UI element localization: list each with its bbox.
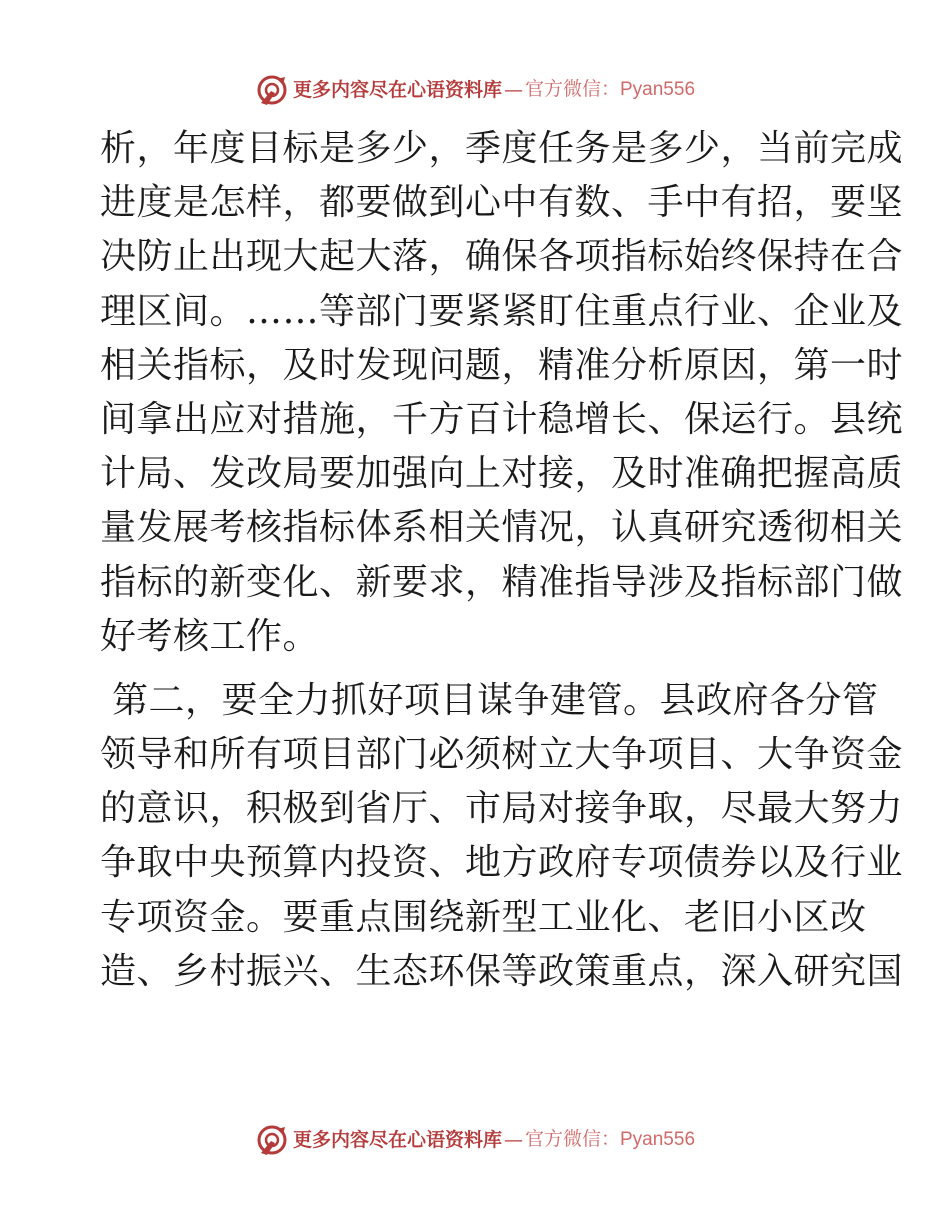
text-line: 量发展考核指标体系相关情况，认真研究透彻相关 [100,507,904,549]
paragraph-gap [100,664,850,674]
text-line: 专项资金。要重点围绕新型工业化、老旧小区改 [100,896,867,938]
text-line: 决防止出现大起大落，确保各项指标始终保持在合 [100,236,904,278]
watermark-main-text: 更多内容尽在心语资料库 [292,79,502,101]
paragraph-1 [100,122,904,664]
header-watermark [0,72,950,108]
text-line: 的意识，积极到省厅、市局对接争取，尽最大努力 [100,788,904,830]
logo-icon [255,1123,289,1157]
text-line: 领导和所有项目部门必须树立大争项目、大争资金 [100,734,904,776]
text-line: 进度是怎样，都要做到心中有数、手中有招，要坚 [100,182,904,224]
text-line: 好考核工作。 [100,615,320,657]
text-line: 指标的新变化、新要求，精准指导涉及指标部门做 [100,561,904,603]
logo-icon [255,73,289,107]
text-line: 造、乡村振兴、生态环保等政策重点，深入研究国 [100,950,904,992]
text-line: 间拿出应对措施，千方百计稳增长、保运行。县统 [100,398,904,440]
document-body [100,122,904,999]
text-line: 析，年度目标是多少，季度任务是多少，当前完成 [100,128,904,169]
text-line: 第二，要全力抓好项目谋争建管。县政府各分管 [100,679,879,721]
text-line: 争取中央预算内投资、地方政府专项债券以及行业 [100,842,904,884]
watermark-wechat-text: 官方微信：Pyan556 [525,79,696,100]
watermark-dash: — [504,1129,523,1151]
text-line: 理区间。……等部门要紧紧盯住重点行业、企业及 [100,290,904,332]
text-line: 计局、发改局要加强向上对接，及时准确把握高质 [100,453,904,495]
watermark-wechat-text: 官方微信：Pyan556 [525,1129,696,1150]
text-line: 相关指标，及时发现问题，精准分析原因，第一时 [100,344,904,386]
footer-watermark [0,1122,950,1158]
watermark-dash: — [504,79,523,101]
watermark-main-text: 更多内容尽在心语资料库 [292,1129,502,1151]
paragraph-2 [100,674,904,999]
